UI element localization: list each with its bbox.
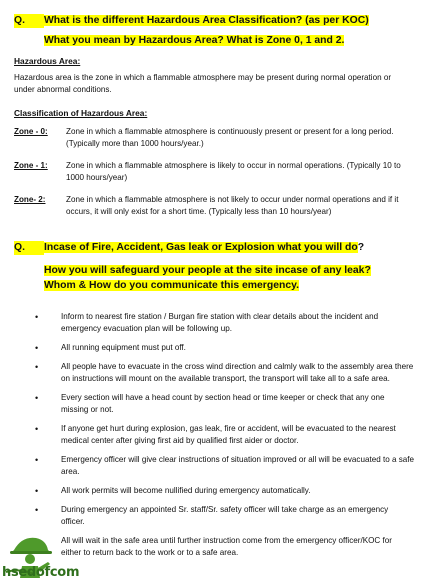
zone-2-label: Zone- 2:	[14, 195, 46, 204]
list-item-text: Inform to nearest fire station / Burgan fire station with clear details about the incident and emergency evacuation plan will be following up.	[61, 312, 379, 333]
logo-text: hsedofcom	[2, 565, 80, 580]
question-2-sub-2-text: Whom & How do you communicate this emergency.	[44, 280, 299, 291]
list-item-text: All running equipment must put off.	[61, 343, 186, 352]
emergency-actions-list	[14, 311, 414, 566]
list-item	[14, 485, 414, 497]
question-2-label: Q.	[14, 241, 44, 255]
hazardous-area-heading: Hazardous Area:	[14, 56, 81, 66]
zone-0-label: Zone - 0:	[14, 127, 48, 136]
question-2-title-end: ?	[357, 242, 365, 253]
question-2-sub-1	[44, 264, 371, 278]
question-1	[14, 14, 369, 28]
list-item	[14, 311, 414, 335]
bullet-icon: •	[35, 505, 39, 515]
list-item-text: Emergency officer will give clear instructions of situation improved or all will be evacuated to a safe area.	[61, 455, 414, 476]
question-1-label: Q.	[14, 14, 44, 28]
question-2-title: Incase of Fire, Accident, Gas leak or Explosion what you will do	[44, 242, 358, 253]
question-2-sub-2	[44, 279, 299, 293]
list-item-text: If anyone get hurt during explosion, gas leak, fire or accident, will be evacuated to the nearest medical center after giving first aid by qualified first aider or doctor.	[61, 424, 396, 445]
list-item	[14, 535, 414, 559]
bullet-icon: •	[35, 455, 39, 465]
zone-2	[14, 194, 414, 218]
list-item-text: During emergency an appointed Sr. staff/Sr. safety officer will take charge as an emergency officer.	[61, 505, 389, 526]
bullet-icon: •	[35, 393, 39, 403]
question-1-subtitle-text: What you mean by Hazardous Area? What is Zone 0, 1 and 2.	[44, 35, 345, 46]
question-2	[14, 241, 364, 255]
bullet-icon: •	[35, 312, 39, 322]
list-item	[14, 392, 414, 416]
zone-1-label: Zone - 1:	[14, 161, 48, 170]
list-item	[14, 423, 414, 447]
list-item	[14, 454, 414, 478]
classification-heading: Classification of Hazardous Area:	[14, 108, 148, 118]
list-item-text: Every section will have a head count by section head or time keeper or check that any one missing or not.	[61, 393, 385, 414]
list-item	[14, 504, 414, 528]
list-item	[14, 361, 414, 385]
list-item-text: All work permits will become nullified during emergency automatically.	[61, 486, 311, 495]
list-item-text: All people have to evacuate in the cross wind direction and calmly walk to the assembly area there on instructions will mount on the available transport, the transport will take all to a safe area.	[61, 362, 414, 383]
bullet-icon: •	[35, 343, 39, 353]
zone-1	[14, 160, 414, 184]
zone-0	[14, 126, 414, 150]
question-2-sub-1-text: How you will safeguard your people at the site incase of any leak?	[44, 265, 371, 276]
hazardous-area-text: Hazardous area is the zone in which a flammable atmosphere may be present during normal operation or under abnormal conditions.	[14, 73, 392, 94]
question-1-subtitle	[44, 34, 344, 48]
list-item-text: All will wait in the safe area until further instruction come from the emergency officer/KOC for either to return back to the work or to a safe area.	[61, 536, 392, 557]
zone-1-text: Zone in which a flammable atmosphere is likely to occur in normal operations. (Typically 10 to 1000 hours/year)	[66, 161, 401, 182]
question-1-title: What is the different Hazardous Area Classification? (as per KOC)	[44, 15, 369, 26]
zone-0-text: Zone in which a flammable atmosphere is continuously present or present for a long period. (Typically more than 1000 hours/year.)	[66, 127, 394, 148]
bullet-icon: •	[35, 362, 39, 372]
bullet-icon: •	[35, 486, 39, 496]
bullet-icon: •	[35, 424, 39, 434]
list-item	[14, 342, 414, 354]
zone-2-text: Zone in which a flammable atmosphere is not likely to occur under normal operations and if it occurs, it will only exist for a short time. (Typically less than 10 hours/year)	[66, 195, 399, 216]
